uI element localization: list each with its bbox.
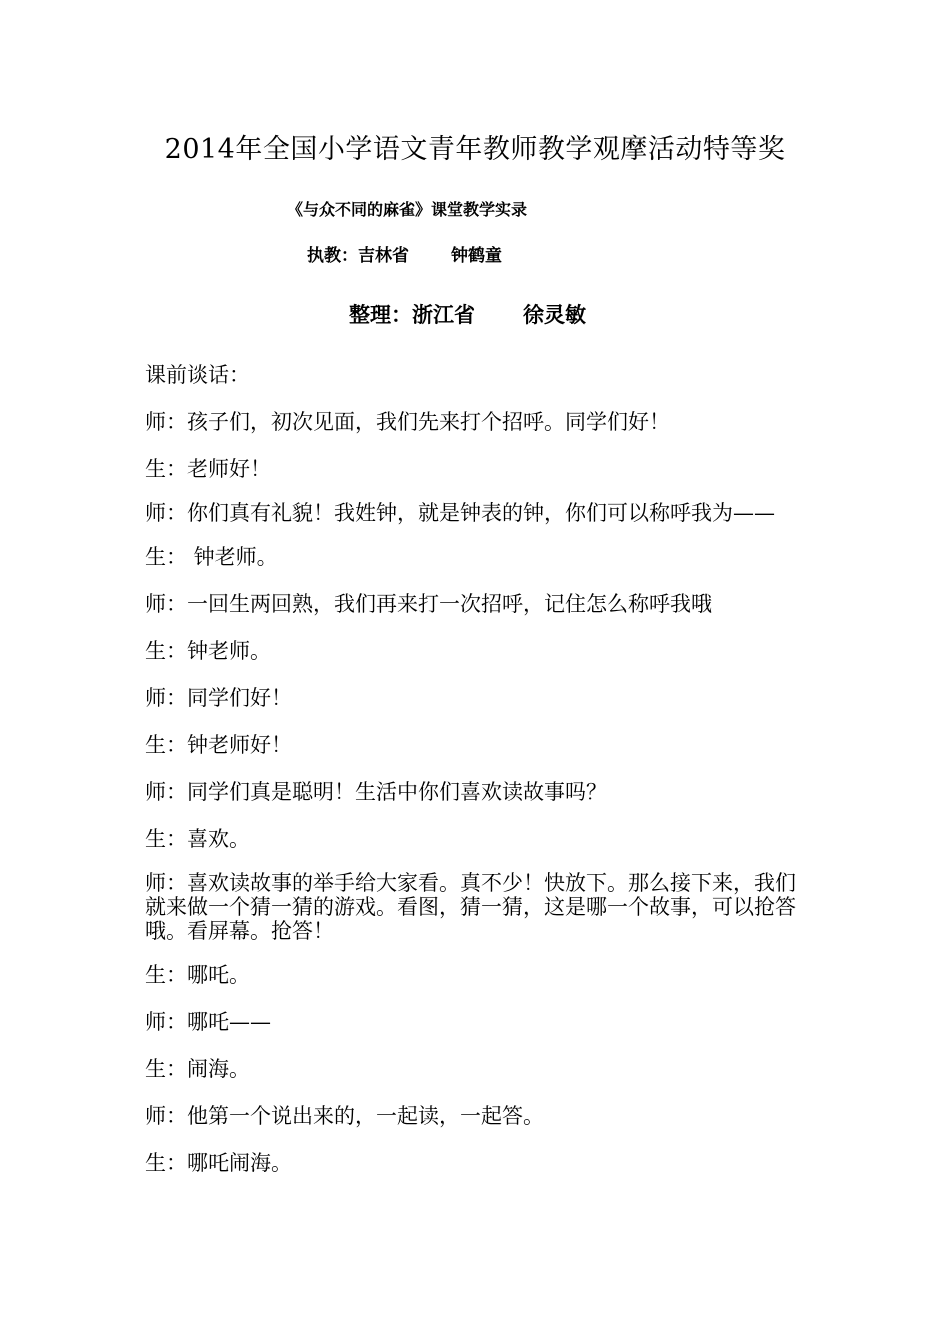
paragraph: 师：他第一个说出来的，一起读，一起答。: [145, 1104, 544, 1128]
paragraph: 师：你们真有礼貌！我姓钟，就是钟表的钟，你们可以称呼我为——: [145, 501, 775, 525]
paragraph: 师：同学们真是聪明！生活中你们喜欢读故事吗？: [145, 780, 607, 804]
teacher-name: 钟鹤童: [451, 246, 502, 266]
editor-line: [349, 299, 586, 331]
paragraph: 生：老师好！: [145, 457, 271, 481]
editor-label: 整理：浙江省: [349, 303, 475, 327]
paragraph: 师：喜欢读故事的举手给大家看。真不少！快放下。那么接下来，我们就来做一个猜一猜的游戏。看图，猜一猜，这是哪一个故事，可以抢答哦。看屏幕。抢答！: [145, 871, 796, 943]
paragraph: 生：钟老师。: [145, 639, 271, 663]
paragraph: 生：喜欢。: [145, 827, 250, 851]
paragraph-pre-talk: 课前谈话：: [145, 363, 250, 387]
paragraph: 生：哪吒。: [145, 963, 250, 987]
lesson-subtitle: 《与众不同的麻雀》课堂教学实录: [287, 200, 528, 219]
paragraph: 师：同学们好！: [145, 686, 292, 710]
paragraph: 师：一回生两回熟，我们再来打一次招呼，记住怎么称呼我哦: [145, 592, 712, 616]
teacher-label: 执教：吉林省: [307, 246, 409, 266]
document-title: 2014年全国小学语文青年教师教学观摩活动特等奖: [164, 134, 786, 165]
paragraph: 师：孩子们，初次见面，我们先来打个招呼。同学们好！: [145, 410, 670, 434]
editor-name: 徐灵敏: [523, 303, 586, 327]
paragraph: 生：钟老师好！: [145, 733, 292, 757]
paragraph: 生： 钟老师。: [145, 545, 278, 569]
paragraph: 生：哪吒闹海。: [145, 1151, 292, 1175]
paragraph: 生：闹海。: [145, 1057, 250, 1081]
teacher-line: [307, 244, 502, 268]
paragraph: 师：哪吒——: [145, 1010, 271, 1034]
transcript-body: [145, 360, 815, 1195]
